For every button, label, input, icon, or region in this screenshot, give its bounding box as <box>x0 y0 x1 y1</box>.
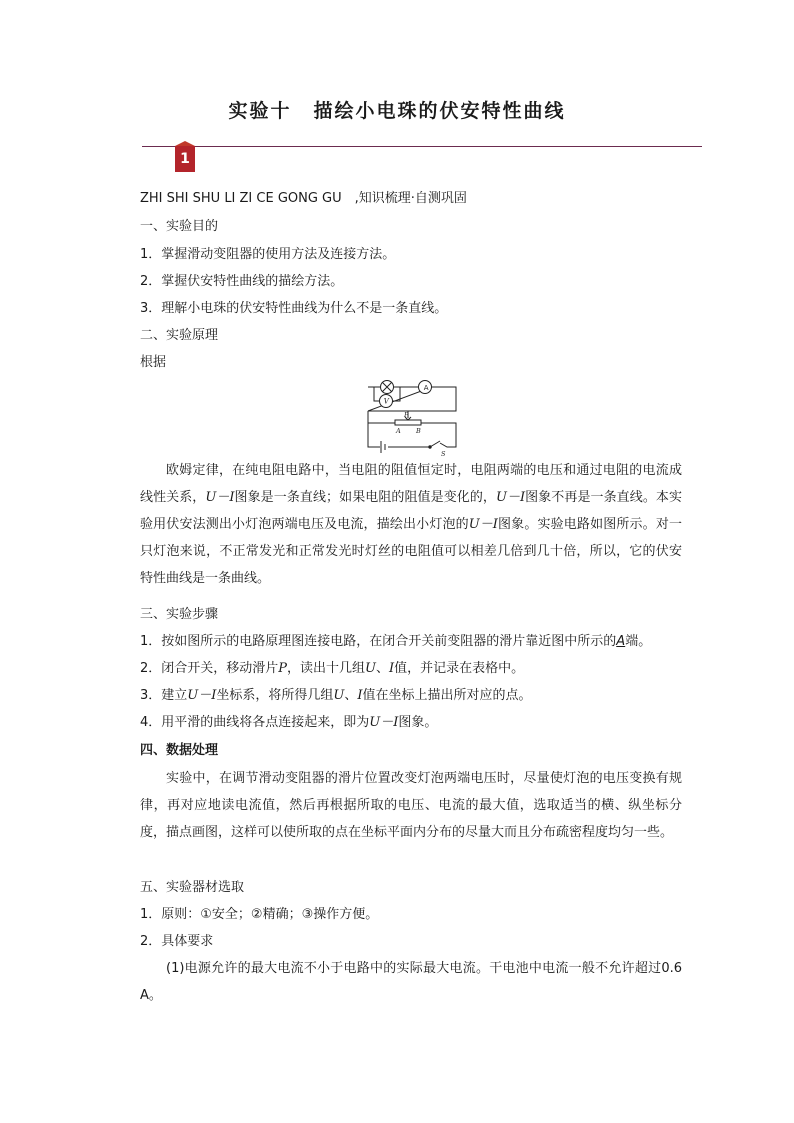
step-4: 4．用平滑的曲线将各点连接起来，即为U－I图象。 <box>140 715 438 730</box>
heading-principle: 二、实验原理 <box>140 328 219 343</box>
end-b-label: B <box>416 427 421 435</box>
heading-steps: 三、实验步骤 <box>140 607 219 622</box>
equipment-paragraph: (1)电源允许的最大电流不小于电路中的实际最大电流。干电池中电流一般不允许超过0.6 A。 <box>140 961 682 1003</box>
heading-equipment: 五、实验器材选取 <box>140 880 245 895</box>
section-header-line: ZHI SHI SHU LI ZI CE GONG GU ,知识梳理·自测巩固 <box>140 191 467 206</box>
step-1: 1．按如图所示的电路原理图连接电路，在闭合开关前变阻器的滑片靠近图中所示的A端。 <box>140 634 652 649</box>
step-2: 2．闭合开关，移动滑片P，读出十几组U、I值，并记录在表格中。 <box>140 661 525 676</box>
data-processing-paragraph: 实验中，在调节滑动变阻器的滑片位置改变灯泡两端电压时，尽量使灯泡的电压变换有规律，再对应地读电流值，然后再根据所取的电压、电流的最大值，选取适当的横、纵坐标分度，描点画图，这样可以使所取的点在坐标平面内分布的尽量大而且分布疏密程度均匀一些。 <box>140 771 682 840</box>
battery-icon <box>381 441 385 453</box>
title-part2: 描绘小电珠的伏安特性曲线 <box>313 100 566 122</box>
page-title <box>0 96 794 123</box>
slider-label: P <box>404 411 409 419</box>
end-a-label: A <box>396 427 401 435</box>
switch-label: S <box>441 450 446 457</box>
section-badge <box>175 141 195 173</box>
section-rule <box>142 146 702 147</box>
equipment-item-1: 1．原则：①安全；②精确；③操作方便。 <box>140 907 379 922</box>
heading-data-processing: 四、数据处理 <box>140 743 219 758</box>
step-3: 3．建立U－I坐标系，将所得几组U、I值在坐标上描出所对应的点。 <box>140 688 532 703</box>
section-number: 1 <box>175 146 195 172</box>
rheostat-icon <box>395 420 421 425</box>
ammeter-label: A <box>423 383 429 392</box>
purpose-item-1: 1．掌握滑动变阻器的使用方法及连接方法。 <box>140 247 396 262</box>
principle-lead: 根据 <box>140 355 167 370</box>
switch-icon <box>430 441 440 447</box>
purpose-item-3: 3．理解小电珠的伏安特性曲线为什么不是一条直线。 <box>140 301 448 316</box>
equipment-item-2: 2．具体要求 <box>140 934 214 949</box>
heading-purpose: 一、实验目的 <box>140 219 219 234</box>
voltmeter-label: V <box>383 397 389 406</box>
principle-paragraph: 欧姆定律，在纯电阻电路中，当电阻的阻值恒定时，电阻两端的电压和通过电阻的电流成线性关系，U－I图象是一条直线；如果电阻的阻值是变化的，U－I图象不再是一条直线。本实验用伏安法测出小灯泡两端电压及电流，描绘出小灯泡的U－I图象。实验电路如图所示。对一只灯泡来说，不正常发光和正常发光时灯丝的电阻值可以相差几倍到几十倍，所以，它的伏安特性曲线是一条曲线。 <box>140 463 682 586</box>
title-part1: 实验十 <box>228 100 292 122</box>
circuit-diagram <box>362 377 462 457</box>
purpose-item-2: 2．掌握伏安特性曲线的描绘方法。 <box>140 274 344 289</box>
